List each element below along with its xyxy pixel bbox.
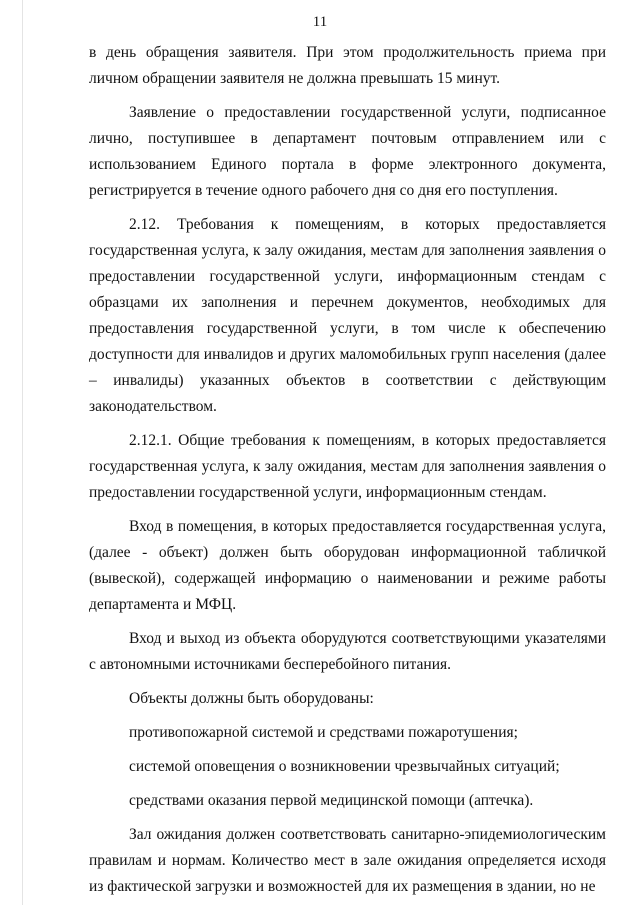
paragraph-equipment-intro: Объекты должны быть оборудованы:	[129, 690, 374, 707]
document-body	[89, 40, 606, 900]
paragraph-section-2-12: 2.12. Требования к помещениям, в которых предоставляется государственная услуга, к залу ожидания, местам для заполнения заявления о предоставлении государственной услуги, информационным стендам с образцами их заполнения и перечнем документов, необходимых для предоставления государственной услуги, в том числе к обеспечению доступности для инвалидов и других маломобильных групп населения (далее – инвалиды) указанных объектов в соответствии с действующим законодательством.	[89, 216, 606, 415]
paragraph-waiting-hall: Зал ожидания должен соответствовать санитарно-эпидемиологическим правилам и нормам. Количество мест в зале ожидания определяется исходя из фактической загрузки и возможностей для их размещения в здании, но не	[89, 826, 606, 895]
paragraph-entrance-exit: Вход и выход из объекта оборудуются соответствующими указателями с автономными источниками бесперебойного питания.	[89, 630, 606, 673]
list-item-alert-system: системой оповещения о возникновении чрезвычайных ситуаций;	[129, 758, 560, 775]
list-item-fire-system: противопожарной системой и средствами пожаротушения;	[129, 724, 518, 741]
scan-edge-line	[22, 0, 23, 905]
list-item-first-aid: средствами оказания первой медицинской помощи (аптечка).	[129, 792, 534, 809]
paragraph-entrance: Вход в помещения, в которых предоставляется государственная услуга, (далее - объект) должен быть оборудован информационной табличкой (вывеской), содержащей информацию о наименовании и режиме работы департамента и МФЦ.	[89, 518, 606, 613]
paragraph-section-2-12-1: 2.12.1. Общие требования к помещениям, в которых предоставляется государственная услуга, к залу ожидания, местам для заполнения заявления о предоставлении государственной услуги, информационным стендам.	[89, 432, 606, 501]
paragraph-registration: Заявление о предоставлении государственной услуги, подписанное лично, поступившее в департамент почтовым отправлением или с использованием Единого портала в форме электронного документа, регистрируется в течение одного рабочего дня со дня его поступления.	[89, 104, 606, 199]
paragraph-continuation: в день обращения заявителя. При этом продолжительность приема при личном обращении заявителя не должна превышать 15 минут.	[89, 44, 606, 87]
page-number: 11	[312, 14, 328, 30]
